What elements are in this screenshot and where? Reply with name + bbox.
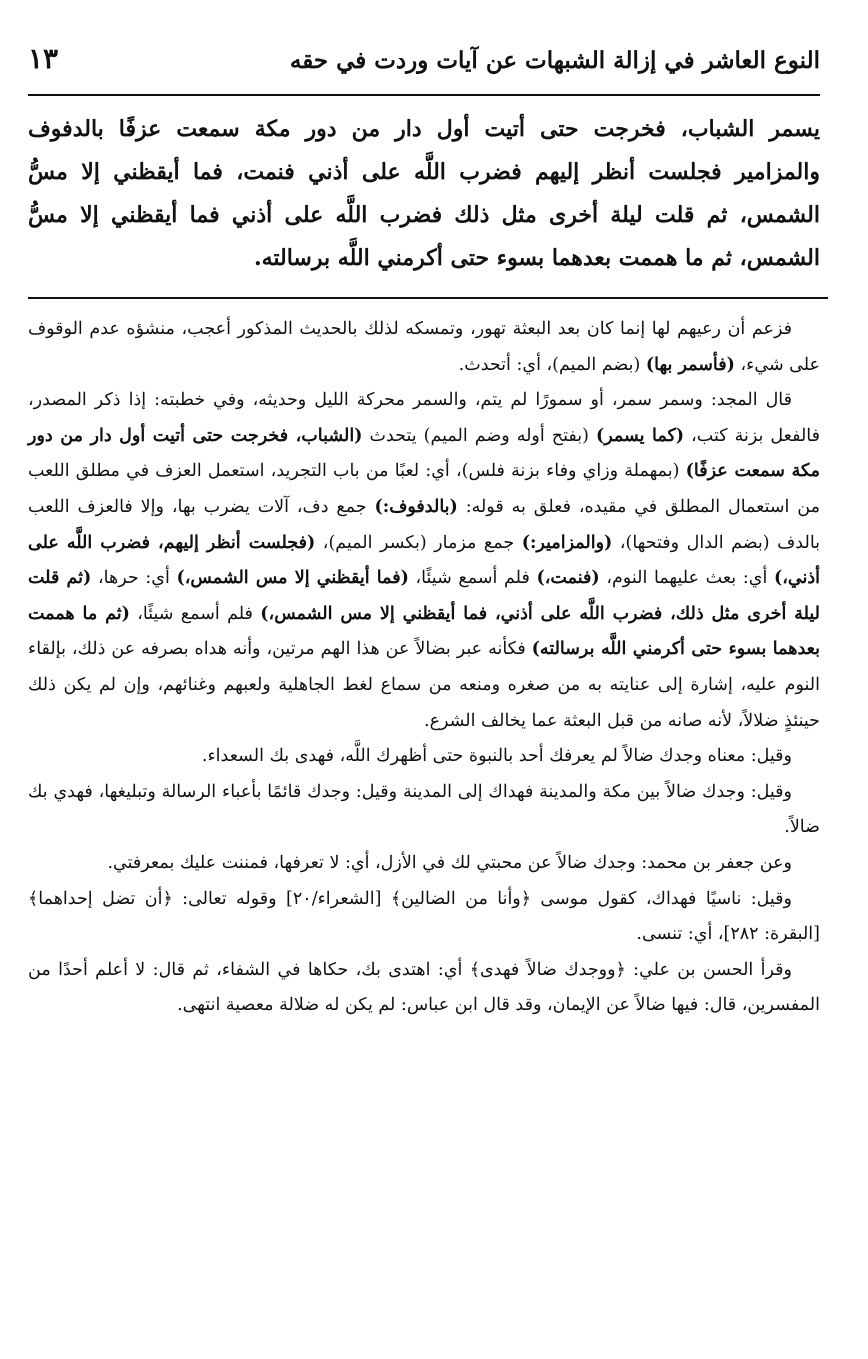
commentary-text: فكأنه عبر بضالاً عن هذا الهم مرتين، وأنه هداه بصرفه عن ذلك، بإلقاء النوم عليه، إشارة إلى عنايته به من صغره ومنعه من سماع لغط الجاهلية ولعبهم وغنائهم، وإن لم يكن ذلك حينئذٍ ضلالاً، لأنه صانه من قبل البعثة عما يخالف الشرع.	[28, 639, 820, 731]
hadith-paragraph: يسمر الشباب، فخرجت حتى أتيت أول دار من دور مكة سمعت عزفًا بالدفوف والمزامير فجلست أنظر إليهم فضرب اللَّه على أذني فنمت، فما أيقظني إلا مسُّ الشمس، ثم قلت ليلة أخرى مثل ذلك فضرب اللَّه على أذني فما أيقظني إلا مسُّ الشمس، ثم ما هممت بعدهما بسوء حتى أكرمني اللَّه برسالته.	[28, 116, 820, 271]
commentary-paragraph-2	[28, 383, 820, 739]
commentary-block	[28, 312, 820, 1024]
header-rule	[28, 94, 820, 96]
quoted-phrase: (فأسمر بها)	[645, 354, 735, 375]
commentary-text: (بمهملة وزاي وفاء بزنة فلس)، أي: لعبًا من باب التجريد، استعمل العزف في مطلق اللعب من استعمال المطلق في مقيده، فعلق به قوله:	[28, 461, 820, 517]
quoted-phrase: (ثم قلت ليلة أخرى مثل ذلك، فضرب اللَّه على أذني، فما أيقظني إلا مس الشمس،)	[28, 568, 821, 624]
commentary-text: (بضم الميم)، أي: أتحدث.	[458, 354, 646, 375]
commentary-text: فزعم أن رعيهم لها إنما كان بعد البعثة تهور، وتمسكه لذلك بالحديث المذكور أعجب، منشؤه عدم الوقوف على شيء،	[28, 319, 820, 375]
commentary-text: قال المجد: وسمر سمر، أو سمورًا لم يتم، والسمر محركة الليل وحديثه، وفي خطبته: إذا ذكر المصدر، فالفعل بزنة كتب،	[28, 390, 820, 446]
commentary-paragraph-4: وقيل: وجدك ضالاً بين مكة والمدينة فهداك إلى المدينة وقيل: وجدك قائمًا بأعباء الرسالة وتبليغها، فهدي بك ضالاً.	[28, 781, 820, 838]
commentary-text: جمع مزمار (بكسر الميم)،	[315, 532, 522, 553]
commentary-text: فلم أسمع شيئًا،	[408, 568, 537, 589]
commentary-paragraph-7: وقرأ الحسن بن علي: ﴿ووجدك ضالاً فهدى﴾ أي: اهتدى بك، حكاها في الشفاء، ثم قال: لا أعلم أحدًا من المفسرين، قال: فيها ضالاً عن الإيمان، وقد قال ابن عباس: لم يكن له ضلالة معصية انتهى.	[28, 959, 820, 1016]
quoted-phrase: (بالدفوف:)	[374, 496, 458, 517]
commentary-text: أي: حرها،	[91, 568, 177, 589]
commentary-text: جمع دف، آلات يضرب بها، وإلا فالعزف اللعب بالدف (بضم الدال وفتحها)،	[28, 496, 821, 553]
quoted-phrase: (والمزامير:)	[521, 532, 613, 553]
quoted-phrase: (فما أيقظني إلا مس الشمس،)	[176, 568, 409, 589]
quoted-phrase: (فجلست أنظر إليهم، فضرب اللَّه على أذني،)	[28, 532, 821, 589]
commentary-paragraph-1	[28, 312, 820, 383]
commentary-paragraph-3: وقيل: معناه وجدك ضالاً لم يعرفك أحد بالنبوة حتى أظهرك اللَّه، فهدى بك السعداء.	[201, 746, 792, 767]
hadith-text-block	[28, 108, 820, 280]
page-header	[28, 42, 820, 75]
running-title: النوع العاشر في إزالة الشبهات عن آيات وردت في حقه	[289, 47, 820, 74]
commentary-text: أي: بعث عليهما النوم،	[599, 568, 774, 589]
commentary-paragraph-5: وعن جعفر بن محمد: وجدك ضالاً عن محبتي لك في الأزل، أي: لا تعرفها، فمننت عليك بمعرفتي.	[107, 852, 792, 873]
section-divider	[28, 297, 828, 299]
quoted-phrase: (كما يسمر)	[595, 425, 685, 446]
quoted-phrase: (الشباب، فخرجت حتى أتيت أول دار من دور مكة سمعت عزفًا)	[28, 425, 820, 482]
quoted-phrase: (فنمت،)	[536, 568, 600, 589]
page-number: ١٣	[28, 42, 59, 75]
commentary-paragraph-6: وقيل: ناسيًا فهداك، كقول موسى ﴿وأنا من الضالين﴾ [الشعراء/٢٠] وقوله تعالى: ﴿أن تضل إحداهما﴾ [البقرة: ٢٨٢]، أي: تنسى.	[28, 888, 820, 945]
commentary-text: (بفتح أوله وضم الميم) يتحدث	[362, 425, 596, 446]
quoted-phrase: (ثم ما هممت بعدهما بسوء حتى أكرمني اللَّه برسالته)	[28, 603, 820, 660]
commentary-text: فلم أسمع شيئًا،	[129, 603, 261, 624]
